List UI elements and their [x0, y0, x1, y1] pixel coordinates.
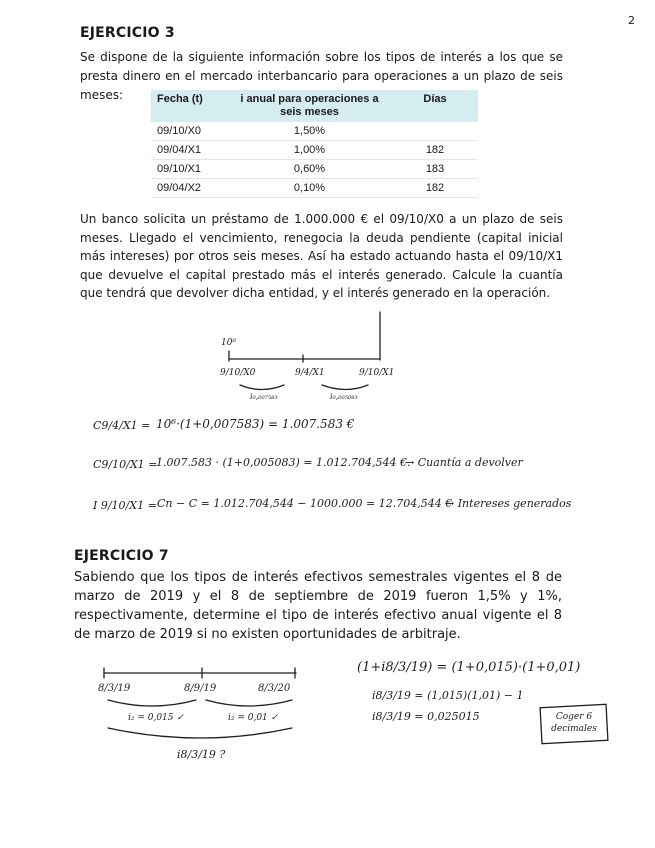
- calc-expression: (1+i8/3/19) = (1+0,015)·(1+0,01): [357, 660, 581, 675]
- rate-label: i₂ = 0,01 ✓: [228, 713, 279, 723]
- date-label: 8/3/19: [98, 683, 131, 694]
- timeline-brace: [240, 385, 284, 390]
- table-header: Fecha (t): [151, 90, 227, 122]
- calc-expression: i8/3/19 = 0,025015: [372, 710, 480, 723]
- table-cell: 09/10/X0: [151, 122, 227, 141]
- timeline-brace: [206, 700, 292, 706]
- rate-label: i₀,₀₀₅₀₈₃: [330, 392, 358, 401]
- timeline-brace: [108, 700, 196, 706]
- rate-label: i₂ = 0,015 ✓: [128, 713, 184, 723]
- calc-annotation: → Intereses generados: [445, 497, 572, 510]
- date-label: 8/9/19: [184, 683, 217, 694]
- exercise-3-statement: Un banco solicita un préstamo de 1.000.000 € el 09/10/X0 a un plazo de seis meses. Llegado el vencimiento, renegocia la deuda pendiente (capital inicial más intereses) por otros seis meses. Así ha estado actuando hasta el 09/10/X1 que devuelve el capital prestado más el interés generado. Calcule la cuantía que tendrá que devolver dicha entidad, y el interés generado en la operación.: [80, 212, 563, 301]
- date-label: 8/3/20: [258, 683, 291, 694]
- calc-annotation: → Cuantía a devolver: [405, 456, 523, 469]
- table-cell: 09/10/X1: [151, 160, 227, 179]
- table-cell: 182: [392, 141, 478, 160]
- calc-expression: 1.007.583 · (1+0,005083) = 1.012.704,544 €.: [156, 456, 411, 469]
- table-cell: 0,60%: [227, 160, 392, 179]
- table-header: i anual para operaciones a seis meses: [227, 90, 392, 122]
- initial-capital-label: 10⁶: [221, 338, 237, 348]
- table-cell: 09/04/X1: [151, 141, 227, 160]
- table-cell: 183: [392, 160, 478, 179]
- calc-expression: Cn − C = 1.012.704,544 − 1000.000 = 12.704,544 €: [157, 497, 453, 510]
- timeline-brace: [322, 385, 368, 390]
- exercise-3-title: EJERCICIO 3: [80, 25, 175, 41]
- rate-label: i₀,₀₀₇₅₈₃: [250, 392, 278, 401]
- date-label: 9/10/X1: [359, 368, 395, 378]
- unknown-rate-label: i8/3/19 ?: [177, 748, 226, 761]
- timeline-brace-total: [108, 728, 292, 738]
- table-cell: 1,50%: [227, 122, 392, 141]
- table-cell: 0,10%: [227, 179, 392, 198]
- exercise-7-statement: Sabiendo que los tipos de interés efectivos semestrales vigentes el 8 de marzo de 2019 y el 8 de septiembre de 2019 fueron 1,5% y 1%, respectivamente, determine el tipo de interés efectivo anual vigente el 8 de marzo de 2019 si no existen oportunidades de arbitraje.: [74, 570, 562, 642]
- exercise-3-intro: Se dispone de la siguiente información sobre los tipos de interés a los que se presta dinero en el mercado interbancario para operaciones a un plazo de seis meses:: [80, 50, 563, 102]
- date-label: 9/10/X0: [220, 368, 256, 378]
- calc-label: C9/10/X1 =: [93, 458, 158, 471]
- table-cell: 182: [392, 179, 478, 198]
- calc-expression: i8/3/19 = (1,015)(1,01) − 1: [372, 689, 524, 702]
- page-number: 2: [628, 14, 635, 27]
- table-cell: 09/04/X2: [151, 179, 227, 198]
- note-box: Coger 6 decimales: [551, 712, 597, 734]
- table-header: Días: [392, 90, 478, 122]
- exercise-7-title: EJERCICIO 7: [74, 548, 169, 564]
- calc-label: I 9/10/X1 =: [93, 499, 157, 512]
- date-label: 9/4/X1: [295, 368, 325, 378]
- table-cell: 1,00%: [227, 141, 392, 160]
- calc-label: C9/4/X1 =: [93, 419, 151, 432]
- calc-expression: 10⁶·(1+0,007583) = 1.007.583 €: [156, 417, 355, 431]
